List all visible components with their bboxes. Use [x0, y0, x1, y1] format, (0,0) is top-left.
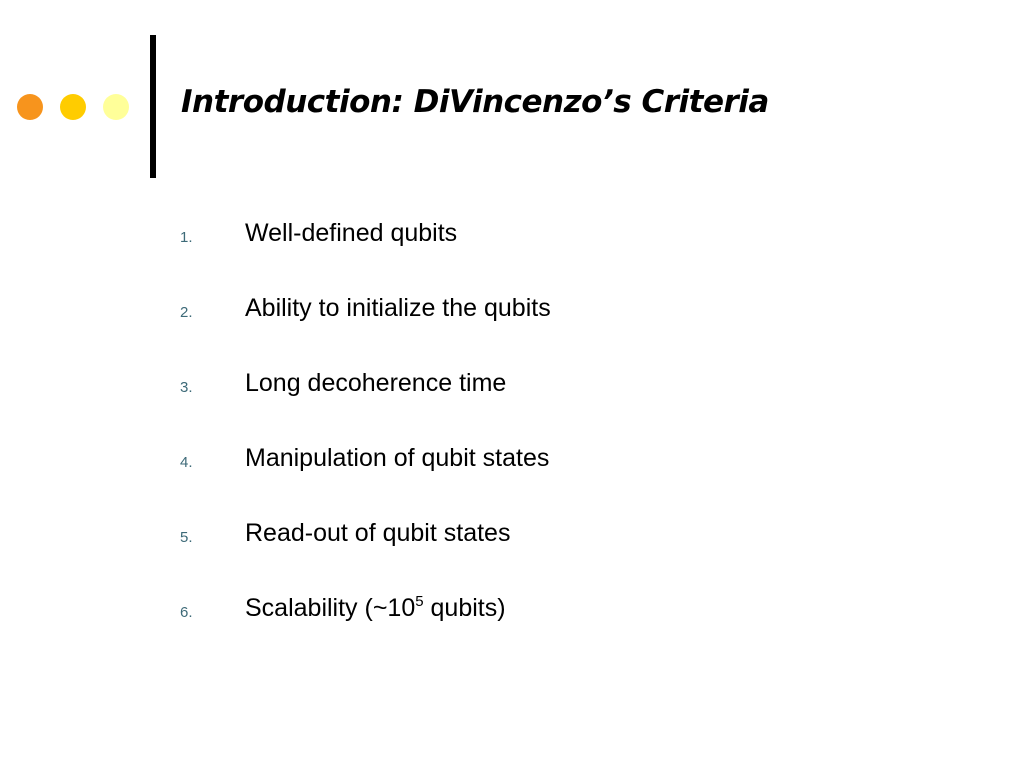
list-item-text-main: Scalability (~10 — [245, 594, 416, 622]
list-item-number: 2. — [180, 304, 193, 321]
list-item-text: Long decoherence time — [245, 369, 507, 397]
exponent: 5 — [415, 593, 424, 610]
light-yellow-dot-icon — [103, 94, 129, 120]
list-item-text — [245, 594, 506, 623]
list-item-text: Manipulation of qubit states — [245, 444, 550, 472]
yellow-dot-icon — [60, 94, 86, 120]
orange-dot-icon — [17, 94, 43, 120]
list-item-number: 1. — [180, 229, 193, 246]
list-item-number: 4. — [180, 454, 193, 471]
list-item-number: 3. — [180, 379, 193, 396]
title-divider — [150, 35, 156, 178]
list-item-text: Ability to initialize the qubits — [245, 294, 551, 322]
list-item-number: 6. — [180, 604, 193, 621]
list-item-text: Read-out of qubit states — [245, 519, 511, 547]
slide-title: Introduction: DiVincenzo’s Criteria — [181, 84, 769, 120]
list-item-number: 5. — [180, 529, 193, 546]
list-item-text-suffix: qubits) — [423, 594, 506, 622]
list-item-text: Well-defined qubits — [245, 219, 458, 247]
